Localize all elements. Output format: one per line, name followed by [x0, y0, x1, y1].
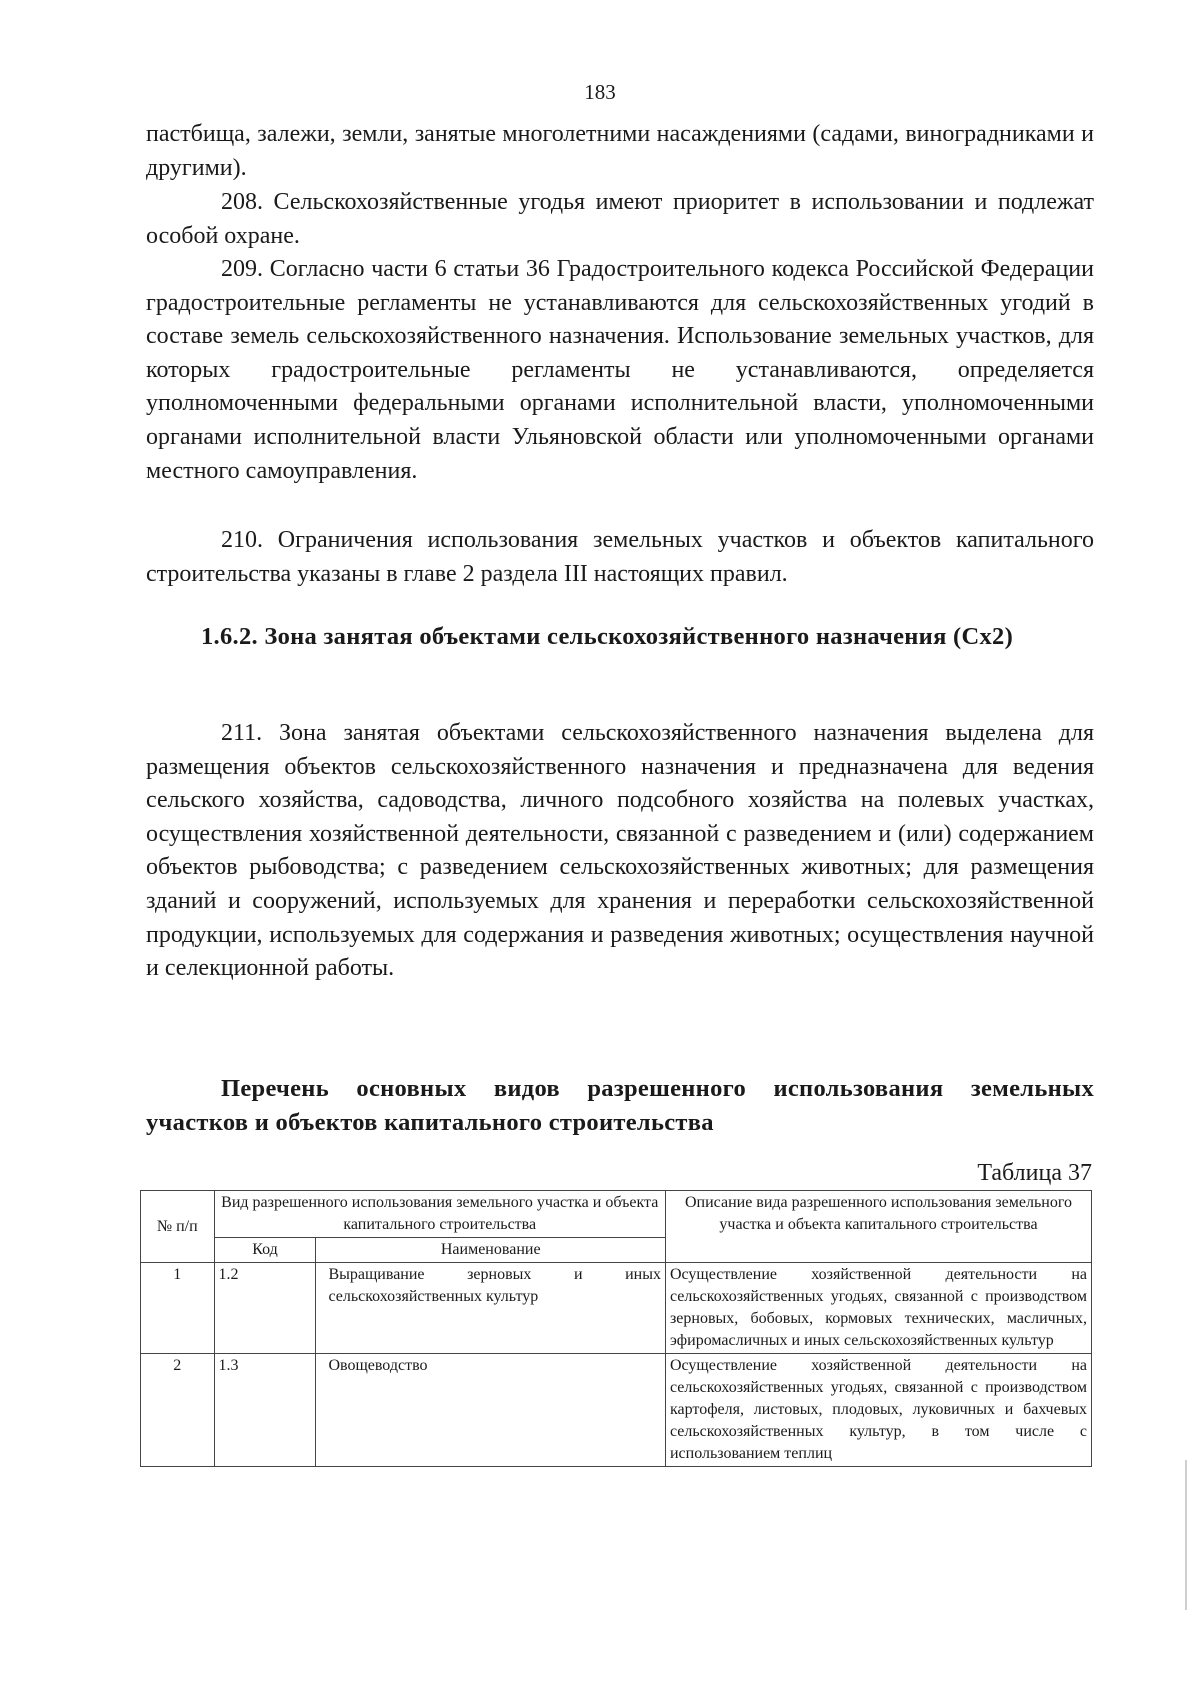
table-caption: Таблица 37: [977, 1160, 1092, 1186]
cell-description: Осуществление хозяйственной деятельности на сельскохозяйственных угодьях, связанной с производством зерновых, бобовых, кормовых технических, масличных, эфиромасличных и иных сельскохозяйственных культур: [665, 1263, 1091, 1354]
paragraph-210: 210. Ограничения использования земельных участков и объектов капитального строительства указаны в главе 2 раздела III настоящих правил.: [146, 527, 1094, 587]
cell-num: 2: [141, 1354, 215, 1467]
permitted-use-table: [140, 1190, 1092, 1467]
table-row: [141, 1354, 1092, 1467]
paragraph-continuation: пастбища, залежи, земли, занятые многолетними насаждениями (садами, виноградниками и другими).: [146, 121, 1094, 181]
header-num: № п/п: [141, 1191, 215, 1263]
header-code: Код: [214, 1238, 316, 1263]
page-number: 183: [584, 80, 616, 104]
cell-code: 1.2: [214, 1263, 316, 1354]
header-type-group: Вид разрешенного использования земельного участка и объекта капитального строительства: [214, 1191, 665, 1238]
cell-code: 1.3: [214, 1354, 316, 1467]
list-heading: Перечень основных видов разрешенного использования земельных участков и объектов капитального строительства: [146, 1075, 1094, 1136]
paragraph-208: 208. Сельскохозяйственные угодья имеют приоритет в использовании и подлежат особой охране.: [146, 189, 1094, 249]
section-heading: 1.6.2. Зона занятая объектами сельскохозяйственного назначения (Сх2): [201, 623, 1014, 650]
table-row: [141, 1263, 1092, 1354]
cell-num: 1: [141, 1263, 215, 1354]
cell-name: Выращивание зерновых и иных сельскохозяйственных культур: [316, 1263, 666, 1354]
scan-edge-mark: [26, 0, 27, 1697]
cell-description: Осуществление хозяйственной деятельности на сельскохозяйственных угодьях, связанной с производством картофеля, листовых, плодовых, луковичных и бахчевых сельскохозяйственных культур, в том числе с использованием теплиц: [665, 1354, 1091, 1467]
paragraph-209: 209. Согласно части 6 статьи 36 Градостроительного кодекса Российской Федерации градостроительные регламенты не устанавливаются для сельскохозяйственных угодий в составе земель сельскохозяйственного назначения. Использование земельных участков, для которых градостроительные регламенты не устанавливаются, определяется уполномоченными федеральными органами исполнительной власти, уполномоченными органами исполнительной власти Ульяновской области или уполномоченными органами местного самоуправления.: [146, 256, 1094, 484]
header-description: Описание вида разрешенного использования земельного участка и объекта капитального строительства: [665, 1191, 1091, 1263]
header-name: Наименование: [316, 1238, 666, 1263]
scan-edge-mark-right: [1185, 1460, 1187, 1610]
cell-name: Овощеводство: [316, 1354, 666, 1467]
paragraph-211: 211. Зона занятая объектами сельскохозяйственного назначения выделена для размещения объектов сельскохозяйственного назначения и предназначена для ведения сельского хозяйства, садоводства, личного подсобного хозяйства на полевых участках, осуществления хозяйственной деятельности, связанной с разведением и (или) содержанием объектов рыбоводства; с разведением сельскохозяйственных животных; для размещения зданий и сооружений, используемых для хранения и переработки сельскохозяйственной продукции, используемых для содержания и разведения животных; осуществления научной и селекционной работы.: [146, 720, 1094, 982]
table-header-row: [141, 1191, 1092, 1238]
